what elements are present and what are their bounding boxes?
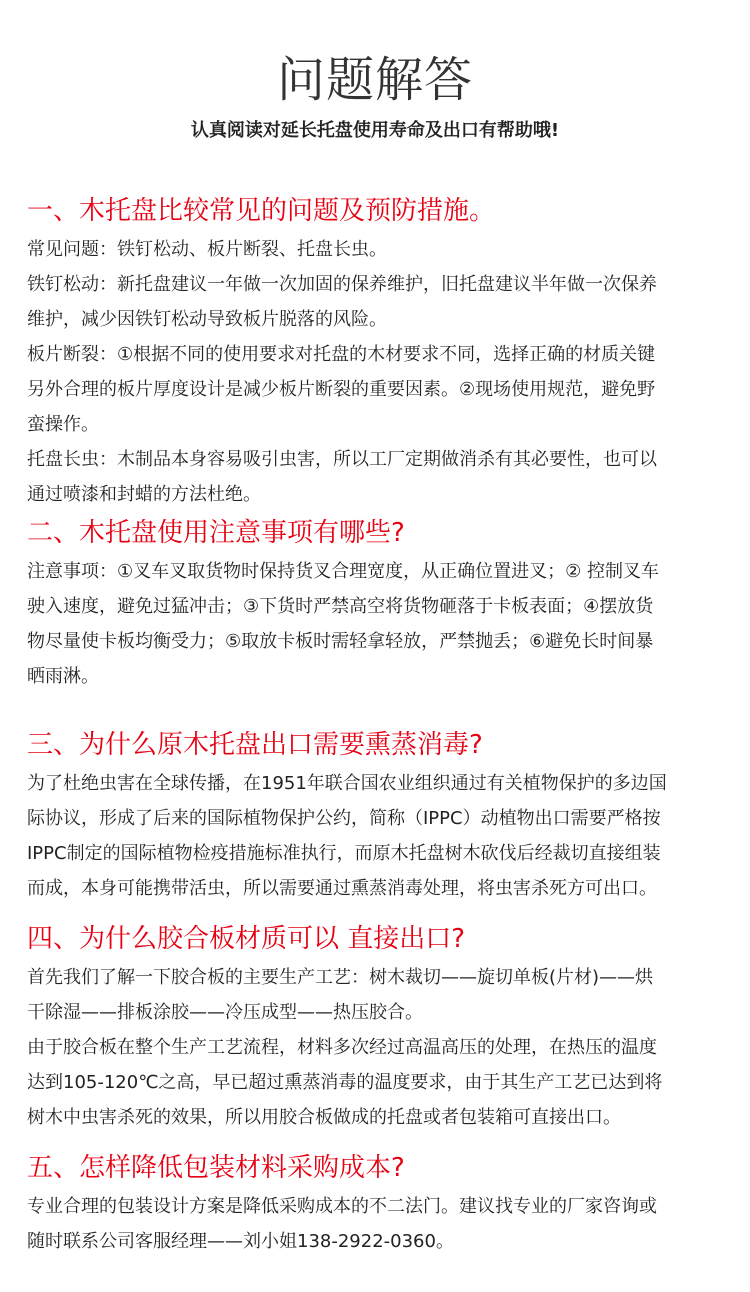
faq-section-usage-notes — [27, 512, 737, 694]
page-title: 问题解答 — [276, 52, 473, 108]
section-heading: 五、怎样降低包装材料采购成本? — [27, 1153, 405, 1183]
section-heading: 四、为什么胶合板材质可以 直接出口? — [27, 924, 466, 954]
section-paragraph: 托盘长虫：木制品本身容易吸引虫害，所以工厂定期做消杀有其必要性，也可以 通过喷漆和封蜡的方法杜绝。 — [27, 449, 657, 505]
section-paragraph: 专业合理的包装设计方案是降低采购成本的不二法门。建议找专业的厂家咨询或 随时联系公司客服经理——刘小姐138-2922-0360。 — [27, 1196, 657, 1252]
faq-content — [27, 190, 737, 1259]
faq-section-plywood-export — [27, 918, 737, 1135]
section-paragraph: 为了杜绝虫害在全球传播，在1951年联合国农业组织通过有关植物保护的多边国 际协议，形成了后来的国际植物保护公约，简称（IPPC）动植物出口需要严格按 IPPC制定的国际植物检疫措施标准执行，而原木托盘树木砍伐后经裁切直接组装 而成，本身可能携带活虫，所以需要通过熏蒸消毒处理，将虫害杀死方可出口。 — [27, 773, 667, 899]
faq-section-fumigation — [27, 724, 737, 906]
faq-section-common-problems — [27, 190, 737, 512]
section-paragraph: 首先我们了解一下胶合板的主要生产工艺：树木裁切——旋切单板(片材)——烘 干除湿——排板涂胶——冷压成型——热压胶合。 — [27, 967, 654, 1023]
section-paragraph: 板片断裂：①根据不同的使用要求对托盘的木材要求不同，选择正确的材质关键 另外合理的板片厚度设计是减少板片断裂的重要因素。②现场使用规范，避免野 蛮操作。 — [27, 344, 656, 435]
section-paragraph: 铁钉松动：新托盘建议一年做一次加固的保养维护，旧托盘建议半年做一次保养 维护，减少因铁钉松动导致板片脱落的风险。 — [27, 274, 657, 330]
section-paragraph: 由于胶合板在整个生产工艺流程，材料多次经过高温高压的处理，在热压的温度 达到105-120℃之高，早已超过熏蒸消毒的温度要求，由于其生产工艺已达到将 树木中虫害杀死的效果，所以用胶合板做成的托盘或者包装箱可直接出口。 — [27, 1037, 663, 1128]
section-heading: 一、木托盘比较常见的问题及预防措施。 — [27, 196, 496, 226]
page-subtitle: 认真阅读对延长托盘使用寿命及出口有帮助哦! — [190, 120, 560, 141]
section-heading: 三、为什么原木托盘出口需要熏蒸消毒? — [27, 730, 483, 760]
section-paragraph: 常见问题：铁钉松动、板片断裂、托盘长虫。 — [27, 239, 387, 260]
section-heading: 二、木托盘使用注意事项有哪些? — [27, 518, 405, 548]
faq-section-reduce-cost — [27, 1147, 737, 1259]
section-paragraph: 注意事项：①叉车叉取货物时保持货叉合理宽度，从正确位置进叉；② 控制叉车 驶入速度，避免过猛冲击；③下货时严禁高空将货物砸落于卡板表面；④摆放货 物尽量使卡板均衡受力；⑤取放卡板时需轻拿轻放，严禁抛丢；⑥避免长时间暴 晒雨淋。 — [27, 561, 659, 687]
